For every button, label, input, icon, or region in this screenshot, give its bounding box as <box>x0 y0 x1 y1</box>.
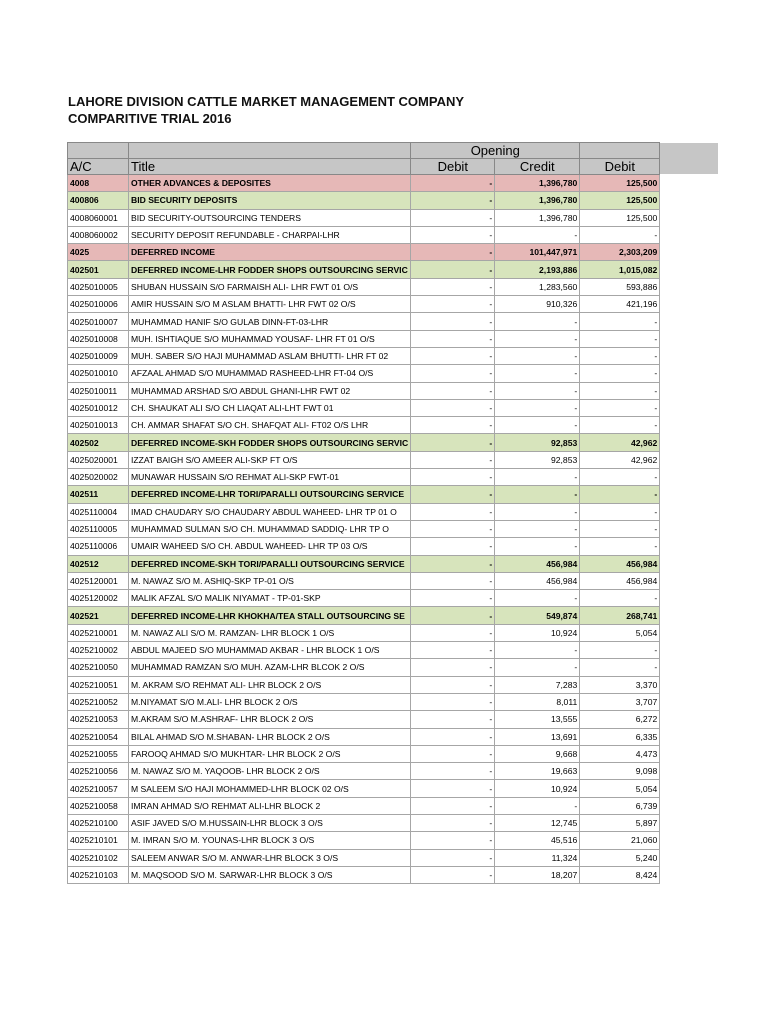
cell-title: M. AKRAM S/O REHMAT ALI- LHR BLOCK 2 O/S <box>129 676 411 693</box>
cell-debit: - <box>411 745 495 762</box>
cell-credit: 549,874 <box>495 607 580 624</box>
cell-credit: 92,853 <box>495 451 580 468</box>
cell-debit: - <box>411 555 495 572</box>
cell-credit: 13,555 <box>495 711 580 728</box>
table-row <box>68 296 660 313</box>
cell-ac: 4025 <box>68 244 129 261</box>
table-row <box>68 244 660 261</box>
cell-debit-2: - <box>580 503 660 520</box>
cell-title: M. NAWAZ S/O M. YAQOOB- LHR BLOCK 2 O/S <box>129 763 411 780</box>
cell-title: OTHER ADVANCES & DEPOSITES <box>129 175 411 192</box>
table-row <box>68 278 660 295</box>
cell-debit-2: 5,054 <box>580 780 660 797</box>
cell-title: MUH. ISHTIAQUE S/O MUHAMMAD YOUSAF- LHR FT 01 O/S <box>129 330 411 347</box>
cell-debit-2: 268,741 <box>580 607 660 624</box>
cell-credit: 456,984 <box>495 555 580 572</box>
header-row-group <box>68 143 660 159</box>
cell-ac: 4025010012 <box>68 399 129 416</box>
table-row <box>68 261 660 278</box>
cell-debit: - <box>411 693 495 710</box>
cell-credit: - <box>495 538 580 555</box>
table-row <box>68 434 660 451</box>
table-row <box>68 520 660 537</box>
cell-title: ASIF JAVED S/O M.HUSSAIN-LHR BLOCK 3 O/S <box>129 814 411 831</box>
table-row <box>68 780 660 797</box>
cell-ac: 402512 <box>68 555 129 572</box>
cell-debit: - <box>411 814 495 831</box>
cell-title: MUHAMMAD SULMAN S/O CH. MUHAMMAD SADDIQ- LHR TP O <box>129 520 411 537</box>
cell-debit-2: 5,054 <box>580 624 660 641</box>
cell-debit-2: 421,196 <box>580 296 660 313</box>
cell-title: IMAD CHAUDARY S/O CHAUDARY ABDUL WAHEED- LHR TP 01 O <box>129 503 411 520</box>
cell-debit: - <box>411 590 495 607</box>
cell-credit: - <box>495 520 580 537</box>
cell-ac: 4025210103 <box>68 866 129 883</box>
cell-ac: 4025020002 <box>68 469 129 486</box>
cell-debit: - <box>411 296 495 313</box>
cell-credit: 19,663 <box>495 763 580 780</box>
cell-debit: - <box>411 866 495 883</box>
cell-debit: - <box>411 659 495 676</box>
cell-credit: - <box>495 382 580 399</box>
cell-ac: 4025010009 <box>68 347 129 364</box>
cell-debit: - <box>411 711 495 728</box>
cell-debit-2: 42,962 <box>580 451 660 468</box>
cell-debit-2: - <box>580 330 660 347</box>
cell-debit: - <box>411 520 495 537</box>
cell-debit: - <box>411 451 495 468</box>
cell-title: AFZAAL AHMAD S/O MUHAMMAD RASHEED-LHR FT-04 O/S <box>129 365 411 382</box>
cell-credit: 92,853 <box>495 434 580 451</box>
table-row <box>68 399 660 416</box>
table-row <box>68 330 660 347</box>
cell-credit: 18,207 <box>495 866 580 883</box>
cell-credit: 1,396,780 <box>495 175 580 192</box>
cell-ac: 4025020001 <box>68 451 129 468</box>
cell-title: IMRAN AHMAD S/O REHMAT ALI-LHR BLOCK 2 <box>129 797 411 814</box>
cell-credit: 1,396,780 <box>495 192 580 209</box>
cell-title: BID SECURITY-OUTSOURCING TENDERS <box>129 209 411 226</box>
cell-ac: 4025210002 <box>68 642 129 659</box>
cell-ac: 402502 <box>68 434 129 451</box>
cell-debit: - <box>411 347 495 364</box>
cell-debit-2: 3,707 <box>580 693 660 710</box>
cell-credit: 8,011 <box>495 693 580 710</box>
cell-credit: 2,193,886 <box>495 261 580 278</box>
cell-debit-2: 6,739 <box>580 797 660 814</box>
cell-title: M.NIYAMAT S/O M.ALI- LHR BLOCK 2 O/S <box>129 693 411 710</box>
table-row <box>68 572 660 589</box>
cell-credit: 13,691 <box>495 728 580 745</box>
cell-debit: - <box>411 763 495 780</box>
cell-debit-2: - <box>580 417 660 434</box>
cell-title: MUHAMMAD ARSHAD S/O ABDUL GHANI-LHR FWT 02 <box>129 382 411 399</box>
header-row-columns <box>68 159 660 175</box>
table-row <box>68 469 660 486</box>
cell-ac: 4025210101 <box>68 832 129 849</box>
cell-debit: - <box>411 642 495 659</box>
table-row <box>68 192 660 209</box>
cell-credit: - <box>495 365 580 382</box>
cell-credit: 910,326 <box>495 296 580 313</box>
header-credit: Credit <box>495 159 580 175</box>
header-title-top <box>129 143 411 159</box>
cell-ac: 4025210050 <box>68 659 129 676</box>
cell-debit: - <box>411 780 495 797</box>
cell-ac: 4025210058 <box>68 797 129 814</box>
cell-ac: 4008060001 <box>68 209 129 226</box>
trial-balance-table <box>67 142 660 884</box>
cell-debit-2: - <box>580 399 660 416</box>
cell-ac: 402501 <box>68 261 129 278</box>
cell-debit: - <box>411 261 495 278</box>
header-ac: A/C <box>68 159 129 175</box>
cell-debit-2: 4,473 <box>580 745 660 762</box>
table-row <box>68 676 660 693</box>
cell-debit: - <box>411 244 495 261</box>
cell-credit: - <box>495 347 580 364</box>
cell-debit-2: - <box>580 382 660 399</box>
cell-debit: - <box>411 849 495 866</box>
header-opening: Opening <box>411 143 580 159</box>
cell-title: MALIK AFZAL S/O MALIK NIYAMAT - TP-01-SKP <box>129 590 411 607</box>
table-row <box>68 417 660 434</box>
cell-title: M. MAQSOOD S/O M. SARWAR-LHR BLOCK 3 O/S <box>129 866 411 883</box>
cell-ac: 4025110005 <box>68 520 129 537</box>
table-row <box>68 797 660 814</box>
cell-title: MUH. SABER S/O HAJI MUHAMMAD ASLAM BHUTTI- LHR FT 02 <box>129 347 411 364</box>
cell-debit: - <box>411 278 495 295</box>
cell-title: CH. SHAUKAT ALI S/O CH LIAQAT ALI-LHT FWT 01 <box>129 399 411 416</box>
cell-title: M. NAWAZ S/O M. ASHIQ-SKP TP-01 O/S <box>129 572 411 589</box>
header-title: Title <box>129 159 411 175</box>
cell-title: M. IMRAN S/O M. YOUNAS-LHR BLOCK 3 O/S <box>129 832 411 849</box>
table-row <box>68 728 660 745</box>
cell-debit: - <box>411 313 495 330</box>
cell-debit-2: - <box>580 486 660 503</box>
cell-ac: 4025120002 <box>68 590 129 607</box>
cell-title: SHUBAN HUSSAIN S/O FARMAISH ALI- LHR FWT 01 O/S <box>129 278 411 295</box>
cell-debit-2: 456,984 <box>580 572 660 589</box>
cell-title: ABDUL MAJEED S/O MUHAMMAD AKBAR - LHR BLOCK 1 O/S <box>129 642 411 659</box>
cell-debit-2: - <box>580 226 660 243</box>
table-row <box>68 659 660 676</box>
cell-debit: - <box>411 469 495 486</box>
cell-credit: - <box>495 399 580 416</box>
table-row <box>68 382 660 399</box>
cell-title: M SALEEM S/O HAJI MOHAMMED-LHR BLOCK 02 O/S <box>129 780 411 797</box>
cell-title: BID SECURITY DEPOSITS <box>129 192 411 209</box>
cell-ac: 4025120001 <box>68 572 129 589</box>
cell-ac: 4025210056 <box>68 763 129 780</box>
cell-debit: - <box>411 175 495 192</box>
cell-ac: 400806 <box>68 192 129 209</box>
cell-credit: 12,745 <box>495 814 580 831</box>
table-row <box>68 175 660 192</box>
cell-title: DEFERRED INCOME-LHR KHOKHA/TEA STALL OUTSOURCING SE <box>129 607 411 624</box>
cell-title: MUNAWAR HUSSAIN S/O REHMAT ALI-SKP FWT-01 <box>129 469 411 486</box>
table-row <box>68 555 660 572</box>
cell-debit-2: - <box>580 313 660 330</box>
table-row <box>68 590 660 607</box>
table-row <box>68 313 660 330</box>
cell-credit: 9,668 <box>495 745 580 762</box>
cell-debit-2: 2,303,209 <box>580 244 660 261</box>
cell-credit: 45,516 <box>495 832 580 849</box>
cell-debit-2: - <box>580 590 660 607</box>
cell-credit: 101,447,971 <box>495 244 580 261</box>
table-row <box>68 849 660 866</box>
table-row <box>68 814 660 831</box>
cell-ac: 4025010010 <box>68 365 129 382</box>
cell-debit-2: 5,897 <box>580 814 660 831</box>
cell-title: SECURITY DEPOSIT REFUNDABLE - CHARPAI-LHR <box>129 226 411 243</box>
cell-title: AMIR HUSSAIN S/O M ASLAM BHATTI- LHR FWT 02 O/S <box>129 296 411 313</box>
cell-debit: - <box>411 382 495 399</box>
table-row <box>68 763 660 780</box>
report-heading <box>68 93 464 127</box>
cell-ac: 4025010005 <box>68 278 129 295</box>
cell-debit: - <box>411 676 495 693</box>
cell-ac: 4025210102 <box>68 849 129 866</box>
cell-credit: - <box>495 417 580 434</box>
cell-debit-2: 6,335 <box>580 728 660 745</box>
cell-debit: - <box>411 209 495 226</box>
cell-debit-2: 9,098 <box>580 763 660 780</box>
cell-ac: 4025210057 <box>68 780 129 797</box>
cell-debit: - <box>411 624 495 641</box>
table-row <box>68 624 660 641</box>
header-debit-2: Debit <box>580 159 660 175</box>
cell-ac: 4025210100 <box>68 814 129 831</box>
table-row <box>68 209 660 226</box>
report-title: LAHORE DIVISION CATTLE MARKET MANAGEMENT COMPANY <box>68 94 465 109</box>
cell-credit: - <box>495 313 580 330</box>
cell-credit: 1,396,780 <box>495 209 580 226</box>
cell-credit: - <box>495 226 580 243</box>
header-ac-top <box>68 143 129 159</box>
cell-title: BILAL AHMAD S/O M.SHABAN- LHR BLOCK 2 O/S <box>129 728 411 745</box>
cell-ac: 4008060002 <box>68 226 129 243</box>
cell-ac: 4008 <box>68 175 129 192</box>
cell-ac: 4025210053 <box>68 711 129 728</box>
cell-credit: 10,924 <box>495 624 580 641</box>
cell-title: DEFERRED INCOME <box>129 244 411 261</box>
cell-debit: - <box>411 538 495 555</box>
cell-ac: 4025010011 <box>68 382 129 399</box>
cell-ac: 402511 <box>68 486 129 503</box>
cell-credit: - <box>495 330 580 347</box>
cell-ac: 4025210051 <box>68 676 129 693</box>
cell-credit: - <box>495 486 580 503</box>
cell-ac: 4025210052 <box>68 693 129 710</box>
cell-debit-2: - <box>580 659 660 676</box>
cell-debit-2: 1,015,082 <box>580 261 660 278</box>
cell-ac: 4025110004 <box>68 503 129 520</box>
cell-debit: - <box>411 572 495 589</box>
cell-debit: - <box>411 503 495 520</box>
table-row <box>68 503 660 520</box>
cell-debit: - <box>411 832 495 849</box>
table-row <box>68 745 660 762</box>
cell-credit: - <box>495 503 580 520</box>
cell-debit: - <box>411 797 495 814</box>
cell-title: SALEEM ANWAR S/O M. ANWAR-LHR BLOCK 3 O/S <box>129 849 411 866</box>
cell-debit-2: - <box>580 365 660 382</box>
cell-debit-2: - <box>580 469 660 486</box>
cell-debit-2: - <box>580 642 660 659</box>
cell-debit-2: 456,984 <box>580 555 660 572</box>
cell-credit: 10,924 <box>495 780 580 797</box>
table-row <box>68 832 660 849</box>
cell-ac: 4025010008 <box>68 330 129 347</box>
cell-credit: - <box>495 797 580 814</box>
cell-title: FAROOQ AHMAD S/O MUKHTAR- LHR BLOCK 2 O/S <box>129 745 411 762</box>
cell-credit: - <box>495 590 580 607</box>
cell-ac: 4025010006 <box>68 296 129 313</box>
table-row <box>68 451 660 468</box>
cell-ac: 402521 <box>68 607 129 624</box>
cell-debit: - <box>411 226 495 243</box>
cell-title: UMAIR WAHEED S/O CH. ABDUL WAHEED- LHR TP 03 O/S <box>129 538 411 555</box>
table-row <box>68 538 660 555</box>
table-row <box>68 642 660 659</box>
cell-title: IZZAT BAIGH S/O AMEER ALI-SKP FT O/S <box>129 451 411 468</box>
cell-title: M. NAWAZ ALI S/O M. RAMZAN- LHR BLOCK 1 O/S <box>129 624 411 641</box>
cell-debit: - <box>411 607 495 624</box>
cell-debit-2: 593,886 <box>580 278 660 295</box>
cell-ac: 4025210054 <box>68 728 129 745</box>
cell-debit-2: 125,500 <box>580 192 660 209</box>
cell-ac: 4025210055 <box>68 745 129 762</box>
table-row <box>68 365 660 382</box>
cell-debit: - <box>411 192 495 209</box>
cell-debit-2: 5,240 <box>580 849 660 866</box>
table-row <box>68 693 660 710</box>
header-debit: Debit <box>411 159 495 175</box>
cell-debit-2: 8,424 <box>580 866 660 883</box>
cell-credit: 456,984 <box>495 572 580 589</box>
cell-ac: 4025210001 <box>68 624 129 641</box>
table-row <box>68 347 660 364</box>
cell-debit-2: 21,060 <box>580 832 660 849</box>
cell-debit: - <box>411 365 495 382</box>
cell-debit: - <box>411 330 495 347</box>
header-debit-top <box>580 143 660 159</box>
report-subtitle: COMPARITIVE TRIAL 2016 <box>68 111 232 126</box>
cell-debit-2: 3,370 <box>580 676 660 693</box>
table-body <box>68 175 660 884</box>
cell-debit-2: 42,962 <box>580 434 660 451</box>
cell-debit: - <box>411 486 495 503</box>
cell-title: DEFERRED INCOME-SKH FODDER SHOPS OUTSOURCING SERVIC <box>129 434 411 451</box>
cell-debit-2: - <box>580 538 660 555</box>
cell-ac: 4025010013 <box>68 417 129 434</box>
cell-credit: - <box>495 469 580 486</box>
cell-debit-2: 125,500 <box>580 209 660 226</box>
table-row <box>68 226 660 243</box>
cell-debit: - <box>411 434 495 451</box>
cell-title: DEFERRED INCOME-SKH TORI/PARALLI OUTSOURCING SERVICE <box>129 555 411 572</box>
table-row <box>68 711 660 728</box>
cell-title: DEFERRED INCOME-LHR FODDER SHOPS OUTSOURCING SERVIC <box>129 261 411 278</box>
cell-title: CH. AMMAR SHAFAT S/O CH. SHAFQAT ALI- FT02 O/S LHR <box>129 417 411 434</box>
table-row <box>68 607 660 624</box>
cell-ac: 4025010007 <box>68 313 129 330</box>
cell-debit: - <box>411 399 495 416</box>
cell-credit: 7,283 <box>495 676 580 693</box>
cell-debit-2: 125,500 <box>580 175 660 192</box>
cell-credit: - <box>495 642 580 659</box>
cell-title: DEFERRED INCOME-LHR TORI/PARALLI OUTSOURCING SERVICE <box>129 486 411 503</box>
table-row <box>68 486 660 503</box>
cell-credit: 11,324 <box>495 849 580 866</box>
cell-debit: - <box>411 417 495 434</box>
cell-credit: 1,283,560 <box>495 278 580 295</box>
cell-debit: - <box>411 728 495 745</box>
cell-ac: 4025110006 <box>68 538 129 555</box>
cell-debit-2: - <box>580 347 660 364</box>
table-row <box>68 866 660 883</box>
cell-debit-2: 6,272 <box>580 711 660 728</box>
cell-credit: - <box>495 659 580 676</box>
cell-title: MUHAMMAD RAMZAN S/O MUH. AZAM-LHR BLCOK 2 O/S <box>129 659 411 676</box>
cell-title: MUHAMMAD HANIF S/O GULAB DINN-FT-03-LHR <box>129 313 411 330</box>
cell-debit-2: - <box>580 520 660 537</box>
cell-title: M.AKRAM S/O M.ASHRAF- LHR BLOCK 2 O/S <box>129 711 411 728</box>
